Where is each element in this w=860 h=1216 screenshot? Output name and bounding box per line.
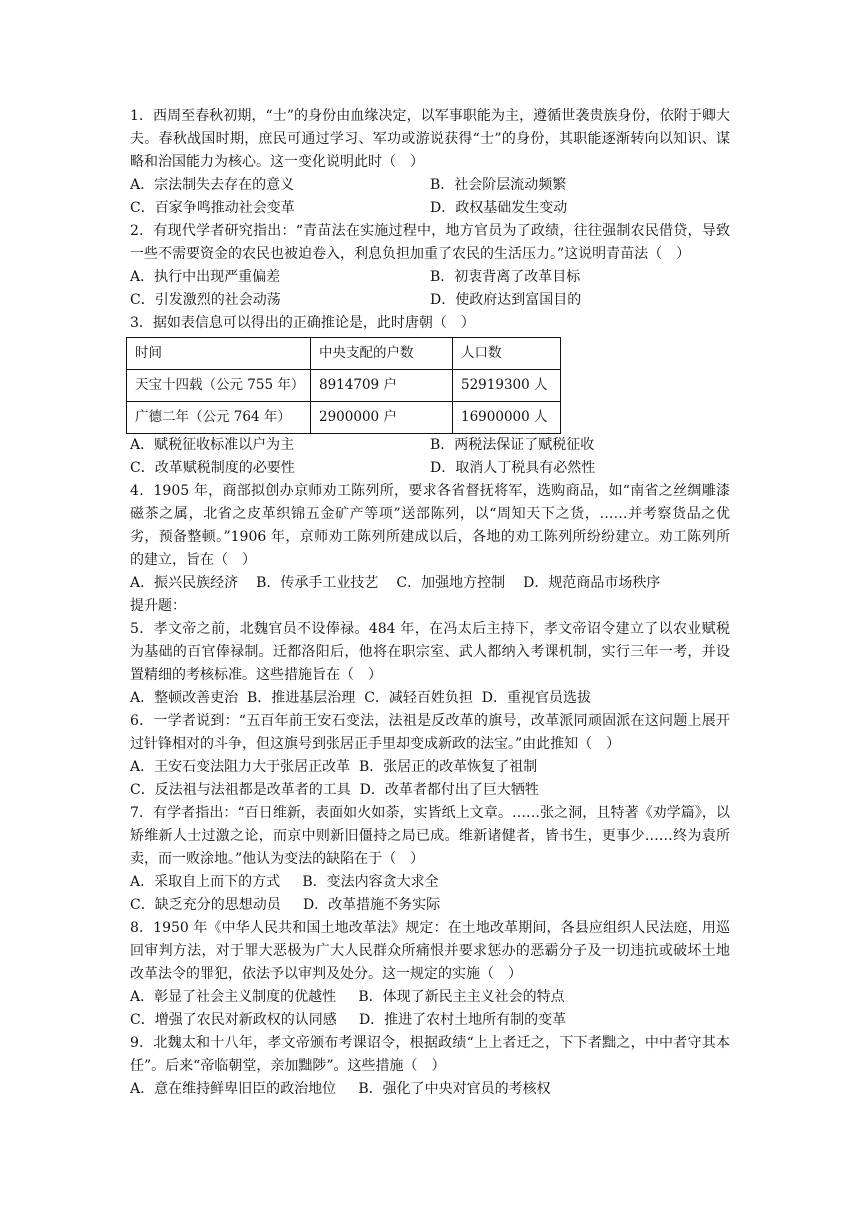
question-1-options-row-1	[130, 174, 730, 197]
exam-page	[130, 105, 730, 1101]
question-7-stem: 7．有学者指出：“百日维新，表面如火如荼，实皆纸上文章。……张之洞，且特著《劝学篇》，以矫维新人士过激之论，而京中则新旧僵持之局已成。维新诸健者，皆书生，更事少……终为袁所卖，而一败涂地。”他认为变法的缺陷在于（ ）	[130, 805, 730, 867]
option-a: A．宗法制失去存在的意义	[130, 177, 295, 193]
table-cell: 广德二年（公元 764 年）	[127, 402, 311, 434]
option-a: A．振兴民族经济	[130, 575, 239, 591]
option-d: D．使政府达到富国目的	[430, 292, 582, 308]
question-7-options-ab: A．采取自上而下的方式 B．变法内容贪大求全	[130, 874, 439, 890]
question-2-options-row-1	[130, 266, 730, 289]
option-a: A．赋税征收标准以户为主	[130, 437, 295, 453]
table-cell: 天宝十四载（公元 755 年）	[127, 370, 311, 402]
option-c: C．加强地方控制	[396, 575, 506, 591]
option-a: A．执行中出现严重偏差	[130, 269, 281, 285]
question-3-options-row-1	[130, 434, 730, 457]
option-d: D．取消人丁税具有必然性	[430, 460, 596, 476]
population-table	[126, 337, 561, 434]
option-d: D．政权基础发生变动	[430, 200, 568, 216]
question-5-stem: 5．孝文帝之前，北魏官员不设俸禄。484 年，在冯太后主持下，孝文帝诏令建立了以农业赋税为基础的百官俸禄制。迁都洛阳后，他将在职宗室、武人都纳入考课机制，实行三年一考，并设置精细的考核标准。这些措施旨在（ ）	[130, 621, 730, 683]
option-c: C．百家争鸣推动社会变革	[130, 200, 295, 216]
table-header-row	[127, 338, 561, 370]
question-5-options: A．整顿改善吏治 B．推进基层治理 C．减轻百姓负担 D．重视官员选拔	[130, 690, 592, 706]
question-1-options-row-2	[130, 197, 730, 220]
question-2-options-row-2	[130, 289, 730, 312]
question-9-stem: 9．北魏太和十八年，孝文帝颁布考课诏令，根据政绩“上上者迁之，下下者黜之，中中者守其本任”。后来“帝临朝堂，亲加黜陟”。这些措施（ ）	[130, 1035, 730, 1074]
question-1-stem: 1．西周至春秋初期，“士”的身份由血缘决定，以军事职能为主，遵循世袭贵族身份，依附于卿大夫。春秋战国时期，庶民可通过学习、军功或游说获得“士”的身份，其职能逐渐转向以知识、谋略和治国能力为核心。这一变化说明此时（ ）	[130, 108, 730, 170]
question-2-stem: 2．有现代学者研究指出：“青苗法在实施过程中，地方官员为了政绩，往往强制农民借贷，导致一些不需要资金的农民也被迫卷入，利息负担加重了农民的生活压力。”这说明青苗法（ ）	[130, 223, 730, 262]
option-b: B．初衷背离了改革目标	[430, 269, 581, 285]
table-header-cell: 人口数	[453, 338, 561, 370]
question-4-options	[130, 572, 730, 595]
option-c: C．改革赋税制度的必要性	[130, 460, 295, 476]
question-4-stem: 4．1905 年，商部拟创办京师劝工陈列所，要求各省督抚将军，选购商品，如“南省之丝绸雕漆磁茶之属，北省之皮革织锦五金矿产等项”送部陈列，以“周知天下之货，……并考察货品之优劣，预备整顿。”1906 年，京师劝工陈列所建成以后，各地的劝工陈列所纷纷建立。劝工陈列所的建立，旨在（ ）	[130, 483, 730, 568]
option-b: B．传承手工业技艺	[256, 575, 379, 591]
question-8-options-cd: C．增强了农民对新政权的认同感 D．推进了农村土地所有制的变革	[130, 1012, 567, 1028]
question-8-options-ab: A．彰显了社会主义制度的优越性 B．体现了新民主主义社会的特点	[130, 989, 565, 1005]
question-9-options-ab: A．意在维持鲜卑旧臣的政治地位 B．强化了中央对官员的考核权	[130, 1081, 551, 1097]
option-b: B．两税法保证了赋税征收	[430, 437, 595, 453]
question-3-options-row-2	[130, 457, 730, 480]
question-6-options-cd: C．反法祖与法祖都是改革者的工具 D．改革者都付出了巨大牺牲	[130, 782, 539, 798]
question-8-stem: 8．1950 年《中华人民共和国土地改革法》规定：在土地改革期间，各县应组织人民法庭，用巡回审判方法，对于罪大恶极为广大人民群众所痛恨并要求惩办的恶霸分子及一切违抗或破坏土地改革法令的罪犯，依法予以审判及处分。这一规定的实施（ ）	[130, 920, 730, 982]
question-3-stem: 3．据如表信息可以得出的正确推论是，此时唐朝（ ）	[130, 315, 475, 331]
table-row	[127, 402, 561, 434]
question-6-options-ab: A．王安石变法阻力大于张居正改革 B．张居正的改革恢复了祖制	[130, 759, 538, 775]
section-heading: 提升题：	[130, 598, 186, 614]
question-7-options-cd: C．缺乏充分的思想动员 D．改革措施不务实际	[130, 897, 441, 913]
table-cell: 52919300 人	[453, 370, 561, 402]
table-cell: 8914709 户	[311, 370, 453, 402]
option-d: D．规范商品市场秩序	[523, 575, 661, 591]
option-c: C．引发激烈的社会动荡	[130, 292, 281, 308]
table-header-cell: 中央支配的户数	[311, 338, 453, 370]
question-6-stem: 6．一学者说到：“五百年前王安石变法，法祖是反改革的旗号，改革派同顽固派在这问题上展开过针锋相对的斗争，但这旗号到张居正手里却变成新政的法宝。”由此推知（ ）	[130, 713, 730, 752]
option-b: B．社会阶层流动频繁	[430, 177, 567, 193]
table-row	[127, 370, 561, 402]
table-cell: 2900000 户	[311, 402, 453, 434]
table-header-cell: 时间	[127, 338, 311, 370]
table-cell: 16900000 人	[453, 402, 561, 434]
